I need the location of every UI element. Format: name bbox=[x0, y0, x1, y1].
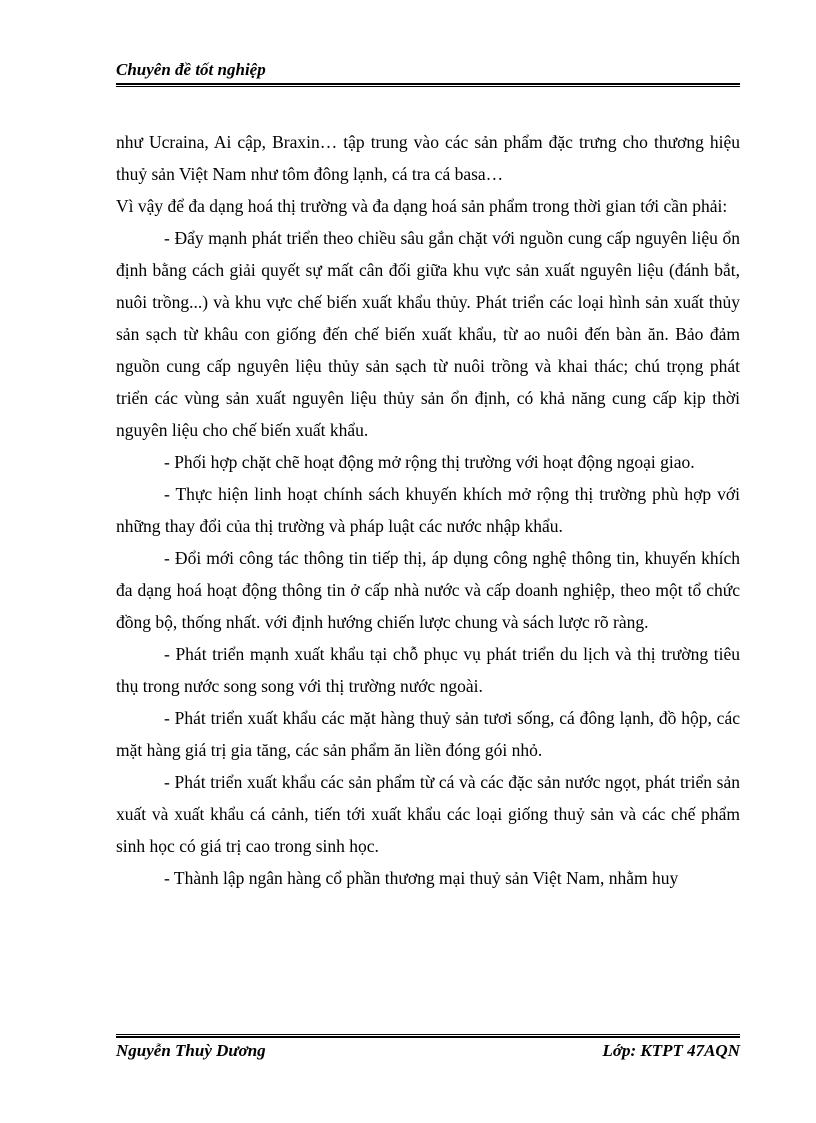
bullet-paragraph: - Phối hợp chặt chẽ hoạt động mở rộng thị trường với hoạt động ngoại giao. bbox=[164, 452, 695, 472]
bullet-paragraph: - Phát triển xuất khẩu các mặt hàng thuỷ sản tươi sống, cá đông lạnh, đồ hộp, các mặt hàng giá trị gia tăng, các sản phẩm ăn liền đóng gói nhỏ. bbox=[116, 708, 740, 760]
paragraph: như Ucraina, Ai cập, Braxin… tập trung vào các sản phẩm đặc trưng cho thương hiệu thuỷ sản Việt Nam như tôm đông lạnh, cá tra cá basa… bbox=[116, 132, 740, 184]
paragraph: Vì vậy để đa dạng hoá thị trường và đa dạng hoá sản phẩm trong thời gian tới cần phải: bbox=[116, 196, 728, 216]
footer-divider bbox=[116, 1034, 740, 1038]
bullet-paragraph: - Phát triển xuất khẩu các sản phẩm từ cá và các đặc sản nước ngọt, phát triển sản xuất và xuất khẩu cá cảnh, tiến tới xuất khẩu các loại giống thuỷ sản và các chế phẩm sinh học có giá trị cao trong sinh học. bbox=[116, 772, 740, 856]
bullet-paragraph: - Phát triển mạnh xuất khẩu tại chỗ phục vụ phát triển du lịch và thị trường tiêu thụ trong nước song song với thị trường nước ngoài. bbox=[116, 644, 740, 696]
footer-author: Nguyễn Thuỳ Dương bbox=[116, 1041, 266, 1060]
header-divider bbox=[116, 83, 740, 87]
bullet-paragraph: - Đẩy mạnh phát triển theo chiều sâu gắn chặt với nguồn cung cấp nguyên liệu ổn định bằng cách giải quyết sự mất cân đối giữa khu vực sản xuất nguyên liệu (đánh bắt, nuôi trồng...) và khu vực chế biến xuất khẩu thủy. Phát triển các loại hình sản xuất thủy sản sạch từ khâu con giống đến chế biến xuất khẩu, từ ao nuôi đến bàn ăn. Bảo đảm nguồn cung cấp nguyên liệu thủy sản sạch từ nuôi trồng và khai thác; chú trọng phát triển các vùng sản xuất nguyên liệu thủy sản ổn định, có khả năng cung cấp kịp thời nguyên liệu cho chế biến xuất khẩu. bbox=[116, 228, 740, 440]
bullet-paragraph: - Thành lập ngân hàng cổ phần thương mại thuỷ sản Việt Nam, nhằm huy bbox=[164, 868, 679, 888]
footer-class: Lớp: KTPT 47AQN bbox=[602, 1041, 740, 1060]
bullet-paragraph: - Thực hiện linh hoạt chính sách khuyến khích mở rộng thị trường phù hợp với những thay đổi của thị trường và pháp luật các nước nhập khẩu. bbox=[116, 484, 740, 536]
bullet-paragraph: - Đổi mới công tác thông tin tiếp thị, áp dụng công nghệ thông tin, khuyến khích đa dạng hoá hoạt động thông tin ở cấp nhà nước và cấp doanh nghiệp, theo một tổ chức đồng bộ, thống nhất. với định hướng chiến lược chung và sách lược rõ ràng. bbox=[116, 548, 740, 632]
header-title: Chuyên đề tốt nghiệp bbox=[116, 60, 266, 79]
page-body bbox=[116, 126, 740, 894]
